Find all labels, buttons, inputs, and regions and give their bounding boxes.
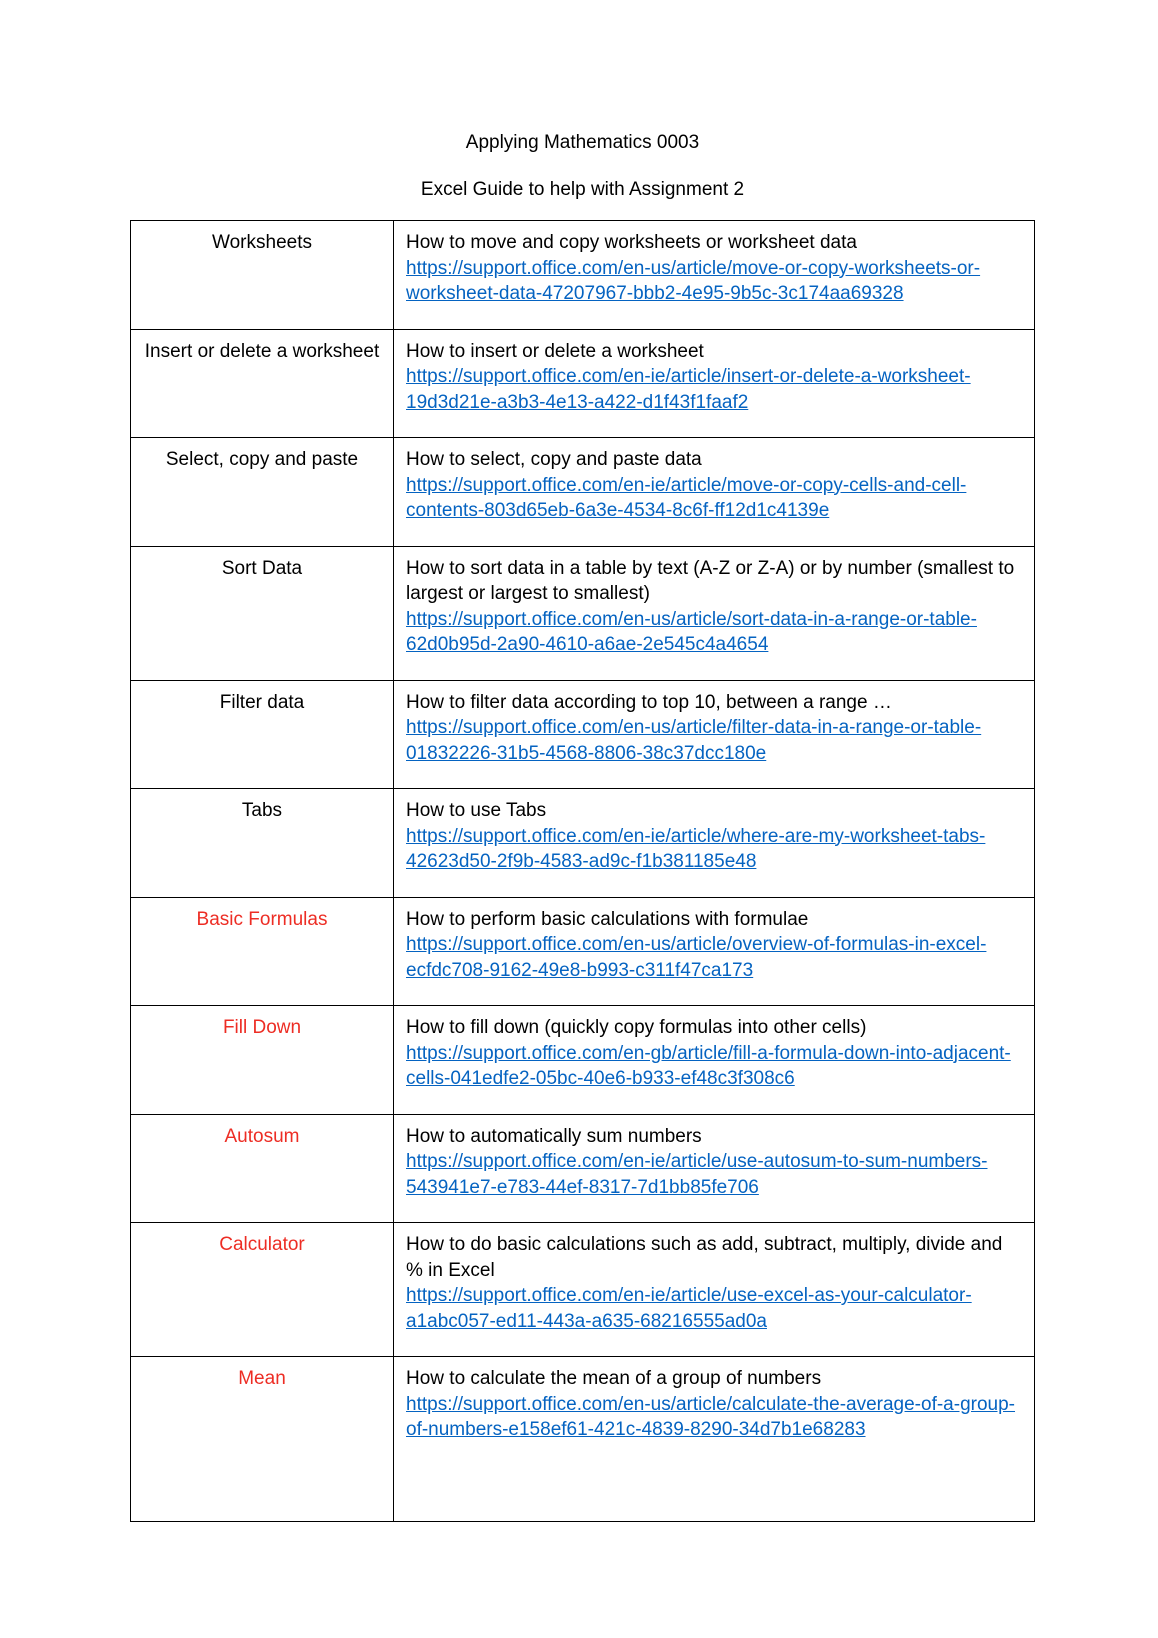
topic-cell xyxy=(131,1223,394,1357)
row-description: How to calculate the mean of a group of numbers xyxy=(406,1368,822,1389)
table-row xyxy=(131,680,1035,789)
topic-cell xyxy=(131,438,394,547)
topic-cell xyxy=(131,1006,394,1115)
document-title: Applying Mathematics 0003 xyxy=(465,132,700,153)
topic-cell xyxy=(131,680,394,789)
topic-label: Autosum xyxy=(224,1125,300,1147)
description-cell xyxy=(394,329,1035,438)
row-description: How to perform basic calculations with formulae xyxy=(406,908,809,930)
description-cell xyxy=(394,897,1035,1006)
topic-label: Worksheets xyxy=(212,232,312,253)
topic-label: Mean xyxy=(238,1368,286,1389)
row-link[interactable]: https://support.office.com/en-ie/article/use-autosum-to-sum-numbers-543941e7-e783-44ef-8317-7d1bb85fe706 xyxy=(406,1151,988,1198)
table-row xyxy=(131,221,1035,330)
guide-table-body xyxy=(131,221,1035,1522)
topic-cell xyxy=(131,1357,394,1522)
description-cell xyxy=(394,1357,1035,1522)
topic-label: Basic Formulas xyxy=(196,908,328,930)
table-row xyxy=(131,329,1035,438)
row-description: How to sort data in a table by text (A-Z or Z-A) or by number (smallest to largest or largest to smallest) xyxy=(406,557,1015,604)
row-description: How to select, copy and paste data xyxy=(406,449,702,470)
row-link[interactable]: https://support.office.com/en-us/article/sort-data-in-a-range-or-table-62d0b95d-2a90-4610-a6ae-2e545c4a4654 xyxy=(406,608,977,655)
row-description: How to fill down (quickly copy formulas into other cells) xyxy=(406,1017,867,1038)
row-description: How to move and copy worksheets or worksheet data xyxy=(406,232,857,253)
topic-cell xyxy=(131,329,394,438)
topic-label: Select, copy and paste xyxy=(165,449,359,470)
document-subtitle: Excel Guide to help with Assignment 2 xyxy=(420,179,745,200)
row-link[interactable]: https://support.office.com/en-us/article/move-or-copy-worksheets-or-worksheet-data-47207967-bbb2-4e95-9b5c-3c174aa69328 xyxy=(406,257,981,304)
row-description: How to insert or delete a worksheet xyxy=(406,340,704,362)
row-link[interactable]: https://support.office.com/en-ie/article/where-are-my-worksheet-tabs-42623d50-2f9b-4583-ad9c-f1b381185e48 xyxy=(406,825,986,872)
table-row xyxy=(131,897,1035,1006)
topic-label: Calculator xyxy=(219,1234,305,1255)
row-description: How to filter data according to top 10, between a range … xyxy=(406,691,892,713)
description-cell xyxy=(394,221,1035,330)
row-description: How to use Tabs xyxy=(406,800,547,821)
row-description: How to do basic calculations such as add, subtract, multiply, divide and % in Excel xyxy=(406,1234,1003,1281)
description-cell xyxy=(394,1223,1035,1357)
table-row xyxy=(131,1357,1035,1522)
table-row xyxy=(131,546,1035,680)
table-row xyxy=(131,1114,1035,1223)
topic-label: Fill Down xyxy=(222,1017,302,1038)
description-cell xyxy=(394,789,1035,898)
topic-cell xyxy=(131,546,394,680)
topic-label: Filter data xyxy=(219,691,305,713)
row-link[interactable]: https://support.office.com/en-gb/article/fill-a-formula-down-into-adjacent-cells-041edfe2-05bc-40e6-b933-ef48c3f308c6 xyxy=(406,1042,1011,1089)
topic-cell xyxy=(131,221,394,330)
row-link[interactable]: https://support.office.com/en-us/article/overview-of-formulas-in-excel-ecfdc708-9162-49e8-b993-c311f47ca173 xyxy=(406,934,987,981)
table-row xyxy=(131,1223,1035,1357)
row-link[interactable]: https://support.office.com/en-us/article/filter-data-in-a-range-or-table-01832226-31b5-4568-8806-38c37dcc180e xyxy=(406,717,982,764)
description-cell xyxy=(394,1114,1035,1223)
row-link[interactable]: https://support.office.com/en-us/article/calculate-the-average-of-a-group-of-numbers-e158ef61-421c-4839-8290-34d7b1e68283 xyxy=(406,1393,1016,1440)
topic-cell xyxy=(131,1114,394,1223)
topic-label: Tabs xyxy=(241,800,283,821)
topic-label: Sort Data xyxy=(221,557,303,579)
topic-label: Insert or delete a worksheet xyxy=(144,340,380,362)
row-link[interactable]: https://support.office.com/en-ie/article/use-excel-as-your-calculator-a1abc057-ed11-443a-a635-68216555ad0a xyxy=(406,1285,972,1332)
description-cell xyxy=(394,546,1035,680)
table-row xyxy=(131,789,1035,898)
description-cell xyxy=(394,680,1035,789)
guide-table xyxy=(130,220,1035,1522)
row-link[interactable]: https://support.office.com/en-ie/article/move-or-copy-cells-and-cell-contents-803d65eb-6a3e-4534-8c6f-ff12d1c4139e xyxy=(406,474,967,521)
topic-cell xyxy=(131,789,394,898)
table-row xyxy=(131,438,1035,547)
topic-cell xyxy=(131,897,394,1006)
description-cell xyxy=(394,438,1035,547)
description-cell xyxy=(394,1006,1035,1115)
row-link[interactable]: https://support.office.com/en-ie/article/insert-or-delete-a-worksheet-19d3d21e-a3b3-4e13-a422-d1f43f1faaf2 xyxy=(406,366,971,413)
row-description: How to automatically sum numbers xyxy=(406,1125,702,1147)
table-row xyxy=(131,1006,1035,1115)
